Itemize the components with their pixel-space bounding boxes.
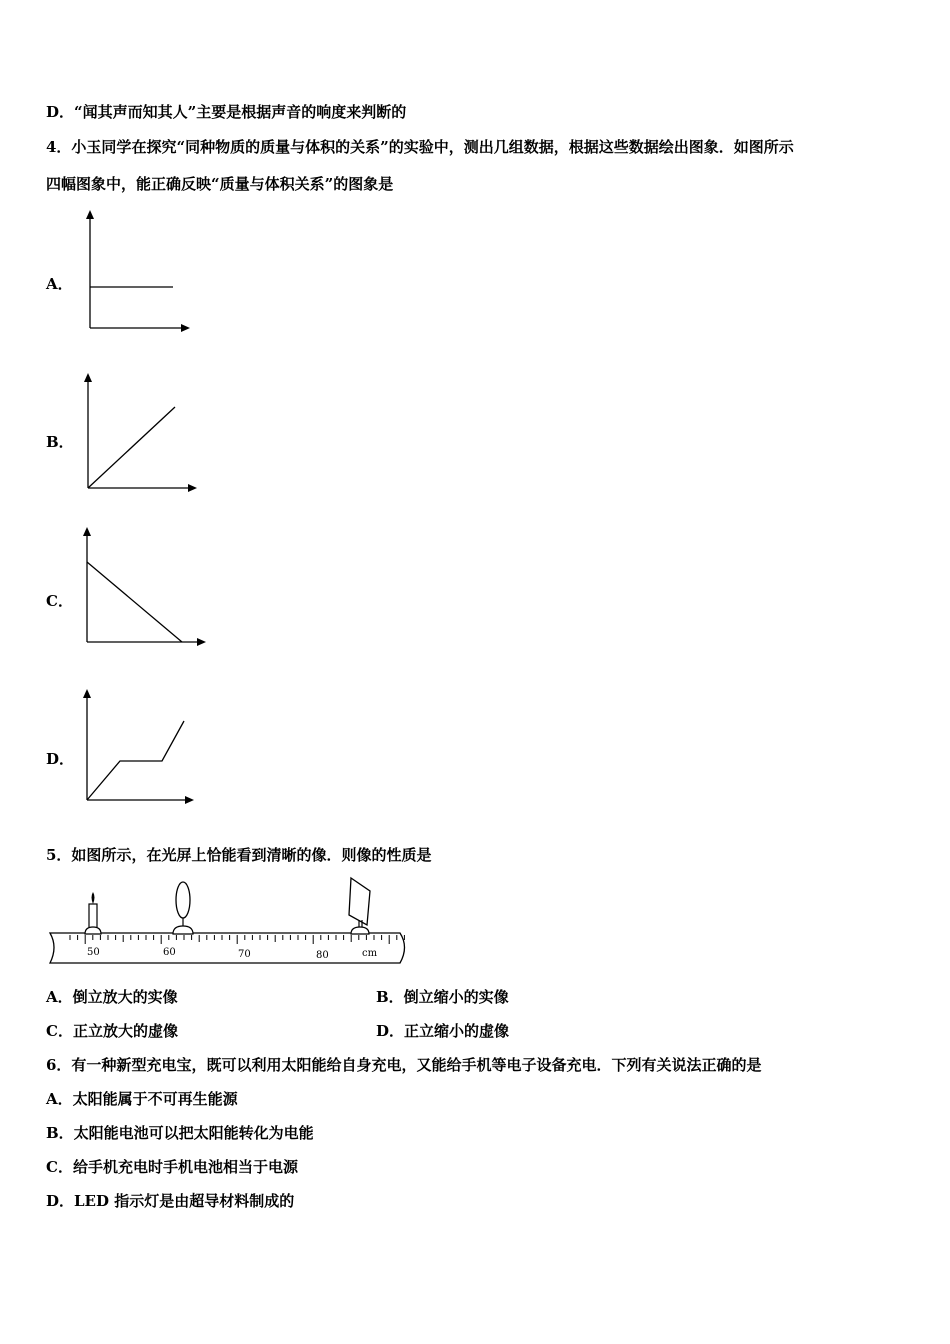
q5-option-c: C．正立放大的虚像	[46, 1022, 178, 1040]
q4-graph-c	[77, 527, 212, 652]
ruler-label-unit: cm	[362, 948, 378, 959]
ruler-label-80: 80	[316, 950, 329, 961]
q4-stem-line1: 4．小玉同学在探究“同种物质的质量与体积的关系”的实验中，测出几组数据，根据这些数据绘出图象．如图所示	[46, 138, 794, 156]
q5-option-a: A．倒立放大的实像	[46, 988, 178, 1006]
q4-option-d-label: D．	[46, 750, 75, 768]
q4-graph-b	[78, 373, 203, 498]
q4-option-c-label: C．	[46, 592, 73, 610]
q3-option-d: D．“闻其声而知其人”主要是根据声音的响度来判断的	[46, 103, 407, 121]
q5-stem: 5．如图所示，在光屏上恰能看到清晰的像．则像的性质是	[46, 846, 432, 864]
q5-option-d: D．正立缩小的虚像	[376, 1022, 510, 1040]
q4-stem-line2: 四幅图象中，能正确反映“质量与体积关系”的图象是	[46, 175, 394, 193]
q6-option-d: D．LED 指示灯是由超导材料制成的	[46, 1192, 295, 1210]
q6-option-c: C．给手机充电时手机电池相当于电源	[46, 1158, 298, 1176]
ruler-label-70: 70	[238, 949, 251, 960]
q5-option-b: B．倒立缩小的实像	[376, 988, 509, 1006]
light-screen-icon	[349, 878, 370, 934]
q4-option-a-label: A．	[46, 275, 73, 293]
q4-graph-a	[80, 210, 195, 340]
q4-graph-d	[77, 689, 202, 809]
q6-option-b: B．太阳能电池可以把太阳能转化为电能	[46, 1124, 314, 1142]
convex-lens-icon	[173, 882, 193, 934]
q6-stem: 6．有一种新型充电宝，既可以利用太阳能给自身充电，又能给手机等电子设备充电．下列有关说法正确的是	[46, 1056, 762, 1074]
ruler-label-50: 50	[87, 947, 100, 958]
optical-bench-figure	[45, 875, 415, 970]
ruler-label-60: 60	[163, 947, 176, 958]
candle-icon	[85, 892, 101, 934]
q6-option-a: A．太阳能属于不可再生能源	[46, 1090, 238, 1108]
q4-option-b-label: B．	[46, 433, 74, 451]
